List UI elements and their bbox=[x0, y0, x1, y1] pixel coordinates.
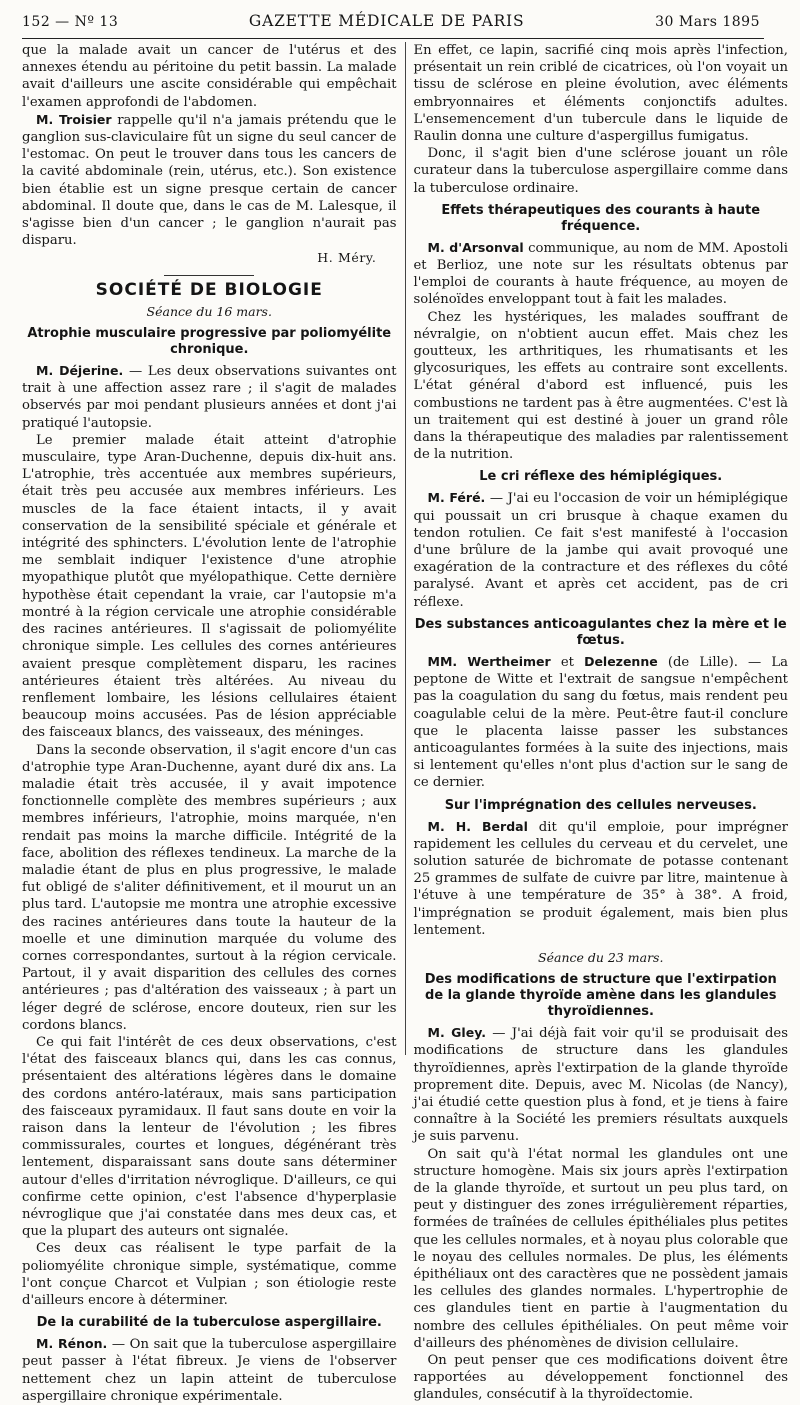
continued-paragraph: En effet, ce lapin, sacrifié cinq mois après l'infection, présentait un rein criblé de cicatrices, où l'on voyait un tissu de sclérose en pleine évolution, avec éléments embryonnaires et éléments conjonctifs adultes. L'ensemencement d'un tubercule dans le liquide de Raulin donna une culture d'aspergillus fumigatus. bbox=[413, 43, 788, 145]
gley-text: — J'ai déjà fait voir qu'il se produisait des modifications de structure dans les glandules thyroïdiennes, après l'extirpation de la glande thyroïde proprement dite. Depuis, avec M. Nicolas (de Nancy), j'ai étudié cette question plus à fond, et je tiens à faire connaître à la Société les premiers résultats auxquels je suis parvenu. bbox=[413, 1026, 789, 1145]
speaker-name: MM. Wertheimer bbox=[427, 653, 551, 669]
page-header bbox=[22, 12, 760, 34]
paragraph-second-case: Dans la seconde observation, il s'agit encore d'un cas d'atrophie type Aran-Duchenne, ayant duré dix ans. La maladie était très accusée, il y avait impotence fonctionnelle complète des membres supérieurs ; aux membres inférieurs, l'atrophie, moins marquée, n'en rendait pas moins la marche difficile. Intégrité de la face, abolition des réflexes tendineux. La marche de la maladie étant de plus en plus progressive, le malade fut obligé de s'aliter définitivement, et il mourut un an plus tard. L'autopsie me montra une atrophie excessive des racines antérieures dans toute la hauteur de la moelle et une diminution marquée du volume des cornes correspondantes, surtout à la région cervicale. Partout, il y avait disparition des cellules des cornes antérieures ; pas d'altération des vaisseaux ; à part un léger degré de sclérose, encore douteux, rien sur les cordons blancs. bbox=[22, 742, 397, 1033]
society-title: SOCIÉTÉ DE BIOLOGIE bbox=[95, 279, 323, 300]
article-title-impregnation: Sur l'imprégnation des cellules nerveuses. bbox=[444, 797, 757, 813]
speaker-name: M. Gley. bbox=[427, 1025, 486, 1041]
renon-paragraph bbox=[22, 1335, 397, 1405]
wertheimer-text: (de Lille). — La peptone de Witte et l'extrait de sangsue n'empêchent pas la coagulation du sang du fœtus, mais rendent peu coagulable celui de la mère. Peut-être faut-il conclure que le placenta laisse passer les substances anticoagulantes formées à la suite des injections, mais si lentement qu'elles n'ont plus d'action sur le sang de ce dernier. bbox=[413, 654, 788, 791]
berdal-text: dit qu'il emploie, pour imprégner rapidement les cellules du cerveau et du cervelet, une solution saturée de bichromate de potasse contenant 25 grammes de sulfate de cuivre par litre, maintenue à l'étuve à une température de 35° à 38°. A froid, l'imprégnation se produit également, mais bien plus lentement. bbox=[413, 819, 788, 938]
dejerine-paragraph bbox=[22, 362, 397, 432]
journal-title: GAZETTE MÉDICALE DE PARIS bbox=[248, 12, 525, 30]
fere-text: — J'ai eu l'occasion de voir un hémiplégique qui poussait un cri brusque à chaque examen du tendon rotulien. Ce fait s'est manifesté à l'occasion d'une brûlure de la jambe qui avait provoqué une exagération de la contracture et des réflexes du côté paralysé. Avant et après cet accident, pas de cri réflexe. bbox=[413, 491, 788, 610]
session-date: Séance du 16 mars. bbox=[146, 303, 272, 319]
speaker-name: M. Rénon. bbox=[36, 1336, 108, 1352]
session-date: Séance du 23 mars. bbox=[538, 949, 664, 965]
text-columns bbox=[22, 42, 789, 1404]
dejerine-text: — Les deux observations suivantes ont trait à une affection assez rare ; il s'agit de malades observés par moi pendant plusieurs années et dont j'ai pratiqué l'autopsie. bbox=[22, 364, 397, 431]
gley-paragraph bbox=[414, 1024, 789, 1145]
article-title-courants: Effets thérapeutiques des courants à haute fréquence. bbox=[441, 202, 761, 234]
article-title-atrophie: Atrophie musculaire progressive par poliomyélite chronique. bbox=[27, 326, 392, 358]
paragraph-structure: On sait qu'à l'état normal les glandules ont une structure homogène. Mais six jours après l'extirpation de la glande thyroïde, et surtout un peu plus tard, on peut y distinguer des zones irrégulièrement réparties, formées de traînées de cellules épithéliales plus petites que les cellules normales, et à noyau plus colorable que le noyau des cellules normales. De plus, les éléments épithéliaux ont des caractères que ne possèdent jamais les cellules des glandes normales. L'hypertrophie de ces glandules tient en partie à l'augmentation du nombre des cellules épithéliales. On peut même voir d'ailleurs des phénomènes de division cellulaire. bbox=[413, 1146, 788, 1351]
speaker-name: M. d'Arsonval bbox=[427, 239, 524, 255]
section-divider bbox=[164, 275, 254, 276]
speaker-name: Delezenne bbox=[584, 653, 658, 669]
arsonval-paragraph bbox=[414, 239, 789, 309]
article-title-tuberculose: De la curabilité de la tuberculose aspergillaire. bbox=[36, 1315, 382, 1331]
connector-text: et bbox=[550, 654, 585, 670]
article-title-cri-reflexe: Le cri réflexe des hémiplégiques. bbox=[479, 469, 723, 485]
wertheimer-paragraph bbox=[414, 653, 789, 792]
speaker-name: M. Déjerine. bbox=[36, 363, 124, 379]
paragraph-sclerose: Donc, il s'agit bien d'une sclérose jouant un rôle curateur dans la tuberculose aspergillaire comme dans la tuberculose ordinaire. bbox=[413, 146, 788, 196]
author-signature: H. Méry. bbox=[317, 250, 377, 266]
paragraph-interest: Ce qui fait l'intérêt de ces deux observations, c'est l'état des faisceaux blancs qui, dans les cas connus, présentaient des altérations légères dans le domaine des cordons antéro-latéraux, mais sans participation des faisceaux pyramidaux. Il faut sans doute en voir la raison dans la lenteur de l'évolution ; les fibres commissurales, courtes et longues, dégénérant très lentement, disparaissant sans doute sans déterminer autour d'elles d'irritation névroglique. D'ailleurs, ce qui confirme cette opinion, c'est l'absence d'hyperplasie névroglique que j'ai constatée dans mes deux cas, et que la plupart des auteurs ont signalée. bbox=[22, 1034, 397, 1240]
issue-date: 30 Mars 1895 bbox=[655, 14, 760, 30]
fere-paragraph bbox=[414, 489, 789, 610]
renon-text: — On sait que la tuberculose aspergillaire peut passer à l'état fibreux. Je viens de l'observer nettement chez un lapin atteint de tuberculose aspergillaire chronique expérimentale. bbox=[22, 1337, 397, 1404]
paragraph-modifications: On peut penser que ces modifications doivent être rapportées au développement fonctionnel des glandules, consécutif à la thyroïdectomie. bbox=[413, 1353, 788, 1403]
paragraph-hysteriques: Chez les hystériques, les malades souffrant de névralgie, on n'obtient aucun effet. Mais chez les goutteux, les arthritiques, les rhumatisants et les glycosuriques, les effets au contraire sont excellents. L'état général d'abord est influencé, puis les combustions ne tardent pas à être augmentées. C'est là un traitement qui est destiné à jouer un grand rôle dans la thérapeutique des maladies par ralentissement de la nutrition. bbox=[413, 309, 788, 463]
paragraph-conclusion: Ces deux cas réalisent le type parfait de la poliomyélite chronique simple, systématique, comme l'ont conçue Charcot et Vulpian ; son étiologie reste d'ailleurs encore à déterminer. bbox=[22, 1241, 397, 1309]
left-column bbox=[22, 42, 405, 1404]
arsonval-text: communique, au nom de MM. Apostoli et Berlioz, une note sur les résultats obtenus par l'emploi de courants à haute fréquence, au moyen de solénoïdes enveloppant tout à fait les malades. bbox=[413, 240, 788, 308]
right-column bbox=[405, 42, 789, 1403]
header-rule bbox=[22, 38, 764, 39]
speaker-name: M. Troisier bbox=[36, 111, 112, 127]
spacer bbox=[414, 939, 789, 947]
page-number: 152 — Nº 13 bbox=[22, 14, 119, 30]
paragraph-first-case: Le premier malade était atteint d'atrophie musculaire, type Aran-Duchenne, depuis dix-huit ans. L'atrophie, très accentuée aux membres supérieurs, était très peu accusée aux membres inférieurs. Les muscles de la face étaient intacts, il y avait conservation de la sensibilité spéciale et générale et intégrité des sphincters. L'évolution lente de l'atrophie me semblait indiquer l'existence d'une atrophie myopathique plutôt que myélopathique. Cette dernière hypothèse était cependant la vraie, car l'autopsie m'a montré à la région cervicale une atrophie considérable des racines antérieures. Il s'agissait de poliomyélite chronique simple. Les cellules des cornes antérieures avaient presque complètement disparu, les racines antérieures étaient très altérées. Au niveau du renflement lombaire, les lésions cellulaires étaient beaucoup moins accusées. Pas de lésion appréciable des faisceaux blancs, des vaisseaux, des méninges. bbox=[22, 432, 397, 741]
speaker-name: M. H. Berdal bbox=[427, 818, 528, 834]
berdal-paragraph bbox=[414, 818, 789, 939]
article-title-anticoagulantes: Des substances anticoagulantes chez la mère et le fœtus. bbox=[414, 616, 787, 648]
continued-paragraph: que la malade avait un cancer de l'utérus et des annexes étendu au péritoine du petit bassin. La malade avait d'ailleurs une ascite considérable qui empêchait l'examen approfondi de l'abdomen. bbox=[22, 43, 397, 110]
article-title-thyroide: Des modifications de structure que l'extirpation de la glande thyroïde amène dans les glandules thyroïdiennes. bbox=[424, 972, 777, 1020]
troisier-paragraph bbox=[22, 111, 397, 250]
speaker-name: M. Féré. bbox=[427, 490, 486, 506]
troisier-text: rappelle qu'il n'a jamais prétendu que le ganglion sus-claviculaire fût un signe du seul cancer de l'estomac. On peut le trouver dans tous les cancers de la cavité abdominale (rein, utérus, etc.). Son existence bien établie est un signe presque certain de cancer abdominal. Il doute que, dans le cas de M. Lalesque, il s'agisse bien d'un cancer ; le ganglion n'aurait pas disparu. bbox=[22, 112, 397, 249]
